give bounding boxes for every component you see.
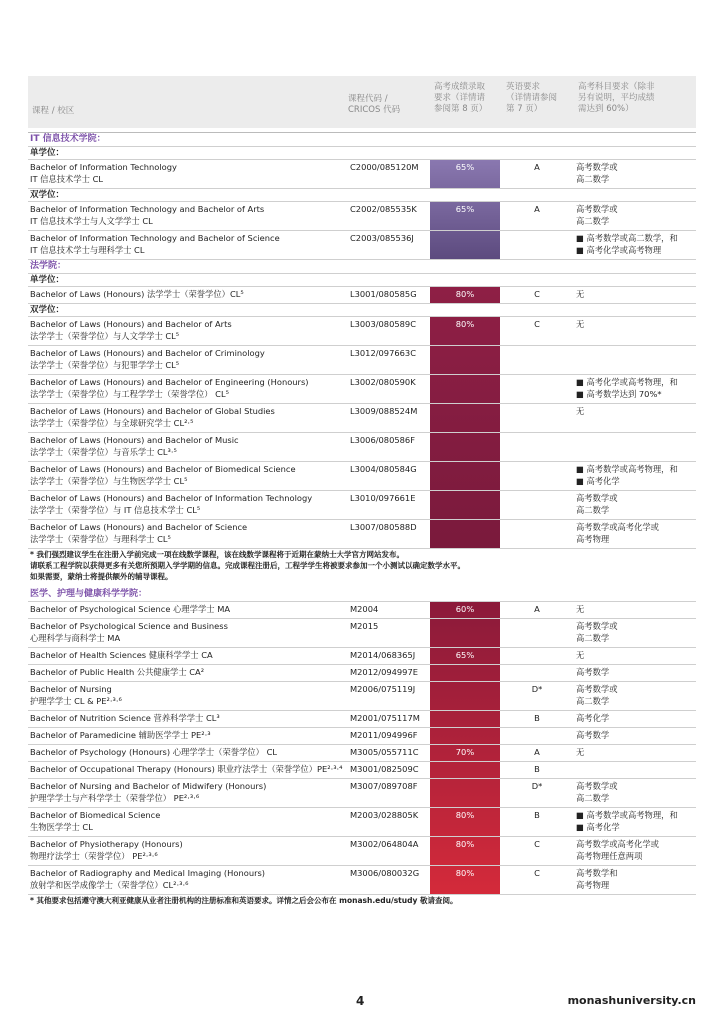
subject-requirement xyxy=(576,376,696,400)
score-cell xyxy=(430,711,500,727)
subject-requirement xyxy=(576,838,696,862)
course-name-line: Bachelor of Psychology (Honours) 心理学学士（荣誉学位） CL xyxy=(30,747,278,757)
subject-line: 高二数学 xyxy=(576,793,610,803)
subject-line: 高考物理 xyxy=(576,534,610,544)
header-subjects: 高考科目要求（除非 另有说明，平均成绩 需达到 60%） xyxy=(578,82,655,114)
cricos-code: M2015 xyxy=(350,621,379,631)
table-row xyxy=(28,779,696,808)
subject-requirement xyxy=(576,683,696,707)
header-score: 高考成绩录取 要求（详情请 参阅第 8 页） xyxy=(434,82,488,114)
subject-requirement xyxy=(576,463,696,487)
score-cell: 80% xyxy=(430,837,500,865)
table-row xyxy=(28,682,696,711)
course-name-line: Bachelor of Biomedical Science xyxy=(30,810,161,820)
course-name-line: Bachelor of Laws (Honours) and Bachelor of Biomedical Science xyxy=(30,464,296,474)
subject-line: ■ 高考化学 xyxy=(576,822,620,832)
course-name-line: Bachelor of Radiography and Medical Imaging (Honours) xyxy=(30,868,266,878)
course-name xyxy=(30,763,346,775)
faculty-heading: IT 信息技术学院： xyxy=(28,132,696,147)
course-name-line: Bachelor of Occupational Therapy (Honours) 职业疗法学士（荣誉学位）PE²·³·⁴ xyxy=(30,764,343,774)
page-number: 4 xyxy=(356,994,365,1008)
score-cell: 80% xyxy=(430,287,500,303)
subject-line: 高二数学 xyxy=(576,633,610,643)
subject-requirement xyxy=(576,712,696,724)
course-name-line: Bachelor of Laws (Honours) and Bachelor of Information Technology xyxy=(30,493,313,503)
score-cell xyxy=(430,665,500,681)
course-name xyxy=(30,649,346,661)
course-name-line: 法学学士（荣誉学位）与音乐学士 CL³·⁵ xyxy=(30,447,177,457)
cricos-code: M2003/028805K xyxy=(350,810,419,820)
score-cell xyxy=(430,682,500,710)
course-name xyxy=(30,434,346,458)
table-row xyxy=(28,404,696,433)
course-name-line: Bachelor of Laws (Honours) and Bachelor of Arts xyxy=(30,319,232,329)
course-name-line: Bachelor of Psychological Science 心理学学士 MA xyxy=(30,604,231,614)
subject-line: 高二数学 xyxy=(576,174,610,184)
course-name-line: 放射学和医学成像学士（荣誉学位）CL²·³·⁶ xyxy=(30,880,189,890)
course-name-line: 法学学士（荣誉学位）与犯罪学学士 CL⁵ xyxy=(30,360,180,370)
subject-requirement xyxy=(576,649,696,661)
subject-line: 高考数学 xyxy=(576,730,610,740)
table-row xyxy=(28,762,696,779)
course-name-line: Bachelor of Laws (Honours) 法学学士（荣誉学位）CL⁵ xyxy=(30,289,244,299)
table-row xyxy=(28,287,696,304)
course-table xyxy=(28,132,696,906)
header-english: 英语要求 （详情请参阅 第 7 页） xyxy=(506,82,558,114)
score-cell: 80% xyxy=(430,808,500,836)
table-row xyxy=(28,462,696,491)
subject-line: 高二数学 xyxy=(576,216,610,226)
table-row xyxy=(28,202,696,231)
course-name-line: Bachelor of Laws (Honours) and Bachelor of Engineering (Honours) xyxy=(30,377,309,387)
subject-line: 无 xyxy=(576,604,585,614)
cricos-code: M2006/075119J xyxy=(350,684,416,694)
subject-line: 高考数学或 xyxy=(576,204,618,214)
score-cell xyxy=(430,404,500,432)
footnote-line: * 其他要求包括遵守澳大利亚健康从业者注册机构的注册标准和英语要求。详情之后会公布在 monash.edu/study 敬请查阅。 xyxy=(30,896,458,905)
cricos-code: M2014/068365J xyxy=(350,650,416,660)
course-name xyxy=(30,867,346,891)
course-name xyxy=(30,463,346,487)
subject-line: 无 xyxy=(576,319,585,329)
cricos-code: L3006/080586F xyxy=(350,435,415,445)
subject-requirement xyxy=(576,746,696,758)
course-name-line: IT 信息技术学士与人文学学士 CL xyxy=(30,216,153,226)
faculty-heading: 医学、护理与健康科学学院： xyxy=(28,588,696,602)
cricos-code: L3002/080590K xyxy=(350,377,416,387)
score-cell xyxy=(430,779,500,807)
subject-line: 无 xyxy=(576,289,585,299)
table-row xyxy=(28,346,696,375)
course-name-line: Bachelor of Public Health 公共健康学士 CA² xyxy=(30,667,205,677)
course-name xyxy=(30,666,346,678)
subject-line: ■ 高考数学或高考物理，和 xyxy=(576,810,678,820)
table-header xyxy=(28,76,696,128)
subject-line: 高考物理任意两项 xyxy=(576,851,643,861)
subject-line: 高考物理 xyxy=(576,880,610,890)
table-row xyxy=(28,375,696,404)
score-cell: 65% xyxy=(430,202,500,230)
english-requirement: A xyxy=(534,204,540,214)
course-name-line: 生物医学学士 CL xyxy=(30,822,93,832)
subject-requirement xyxy=(576,232,696,256)
degree-type-heading: 双学位： xyxy=(28,304,696,317)
table-row xyxy=(28,602,696,619)
cricos-code: L3010/097661E xyxy=(350,493,416,503)
course-name xyxy=(30,232,346,256)
cricos-code: M3001/082509C xyxy=(350,764,419,774)
course-name xyxy=(30,683,346,707)
cricos-code: M2001/075117M xyxy=(350,713,420,723)
score-cell: 70% xyxy=(430,745,500,761)
table-row xyxy=(28,837,696,866)
cricos-code: L3012/097663C xyxy=(350,348,416,358)
table-row xyxy=(28,808,696,837)
subject-line: 高考化学 xyxy=(576,713,610,723)
subject-line: ■ 高考数学达到 70%* xyxy=(576,389,662,399)
score-cell xyxy=(430,619,500,647)
degree-type-heading: 单学位： xyxy=(28,147,696,160)
subject-requirement xyxy=(576,809,696,833)
course-name-line: Bachelor of Information Technology xyxy=(30,162,177,172)
header-code: 课程代码 / CRICOS 代码 xyxy=(348,94,401,115)
subject-line: 高考数学或高考化学或 xyxy=(576,522,659,532)
cricos-code: M2004 xyxy=(350,604,379,614)
table-row xyxy=(28,520,696,549)
course-name xyxy=(30,161,346,185)
subject-requirement xyxy=(576,521,696,545)
subject-line: 无 xyxy=(576,650,585,660)
cricos-code: M3005/055711C xyxy=(350,747,419,757)
course-name xyxy=(30,203,346,227)
course-name-line: 物理疗法学士（荣誉学位） PE²·³·⁶ xyxy=(30,851,158,861)
course-name-line: IT 信息技术学士 CL xyxy=(30,174,103,184)
score-cell: 65% xyxy=(430,160,500,188)
english-requirement: C xyxy=(534,839,540,849)
english-requirement: D* xyxy=(531,684,543,694)
subject-line: 无 xyxy=(576,747,585,757)
score-cell xyxy=(430,728,500,744)
score-cell: 60% xyxy=(430,602,500,618)
course-name xyxy=(30,405,346,429)
cricos-code: C2002/085535K xyxy=(350,204,417,214)
course-name-line: Bachelor of Laws (Honours) and Bachelor of Global Studies xyxy=(30,406,275,416)
course-name xyxy=(30,712,346,724)
subject-requirement xyxy=(576,666,696,678)
table-row xyxy=(28,665,696,682)
course-name-line: 心理科学与商科学士 MA xyxy=(30,633,121,643)
course-name-line: Bachelor of Nutrition Science 营养科学学士 CL³ xyxy=(30,713,220,723)
subject-requirement xyxy=(576,603,696,615)
course-name-line: 法学学士（荣誉学位）与人文学学士 CL⁵ xyxy=(30,331,180,341)
cricos-code: L3003/080589C xyxy=(350,319,416,329)
subject-line: ■ 高考数学或高二数学，和 xyxy=(576,233,678,243)
course-name-line: 法学学士（荣誉学位）与工程学学士（荣誉学位） CL⁵ xyxy=(30,389,229,399)
degree-type-heading: 双学位： xyxy=(28,189,696,202)
footnote-line: 请联系工程学院以获得更多有关您所预期入学学期的信息。完成课程注册后，工程学学生将被要求参加一个小测试以确定数学水平。 xyxy=(30,561,465,570)
course-name-line: Bachelor of Nursing and Bachelor of Midwifery (Honours) xyxy=(30,781,267,791)
english-requirement: C xyxy=(534,289,540,299)
footnote-line: * 我们强烈建议学生在注册入学前完成一项在线数学课程，该在线数学课程将于近期在蒙纳士大学官方网站发布。 xyxy=(30,550,405,559)
cricos-code: L3004/080584G xyxy=(350,464,417,474)
course-name xyxy=(30,780,346,804)
subject-requirement xyxy=(576,161,696,185)
subject-requirement xyxy=(576,729,696,741)
course-name-line: Bachelor of Psychological Science and Business xyxy=(30,621,228,631)
course-name xyxy=(30,376,346,400)
cricos-code: M3002/064804A xyxy=(350,839,419,849)
score-cell xyxy=(430,375,500,403)
course-name xyxy=(30,838,346,862)
table-row xyxy=(28,711,696,728)
subject-line: 高考数学或 xyxy=(576,684,618,694)
course-name-line: IT 信息技术学士与理科学士 CL xyxy=(30,245,145,255)
table-row xyxy=(28,491,696,520)
cricos-code: M2012/094997E xyxy=(350,667,418,677)
subject-line: ■ 高考化学 xyxy=(576,476,620,486)
faculty-heading: 法学院： xyxy=(28,260,696,274)
course-name-line: Bachelor of Laws (Honours) and Bachelor of Science xyxy=(30,522,248,532)
course-name xyxy=(30,288,346,300)
course-name-line: Bachelor of Laws (Honours) and Bachelor of Criminology xyxy=(30,348,265,358)
score-cell xyxy=(430,520,500,548)
subject-requirement xyxy=(576,203,696,227)
cricos-code: M3007/089708F xyxy=(350,781,418,791)
english-requirement: B xyxy=(534,764,540,774)
english-requirement: C xyxy=(534,868,540,878)
english-requirement: A xyxy=(534,604,540,614)
score-cell xyxy=(430,231,500,259)
score-cell xyxy=(430,346,500,374)
course-name-line: 法学学士（荣誉学位）与 IT 信息技术学士 CL⁵ xyxy=(30,505,201,515)
score-cell: 80% xyxy=(430,866,500,894)
english-requirement: B xyxy=(534,810,540,820)
table-row xyxy=(28,648,696,665)
english-requirement: C xyxy=(534,319,540,329)
course-name xyxy=(30,746,346,758)
cricos-code: L3007/080588D xyxy=(350,522,417,532)
subject-line: ■ 高考化学或高考物理，和 xyxy=(576,377,678,387)
course-name-line: 法学学士（荣誉学位）与生物医学学士 CL⁵ xyxy=(30,476,188,486)
score-cell: 80% xyxy=(430,317,500,345)
score-cell xyxy=(430,462,500,490)
course-name-line: Bachelor of Physiotherapy (Honours) xyxy=(30,839,183,849)
subject-requirement xyxy=(576,318,696,330)
subject-line: 高考数学和 xyxy=(576,868,618,878)
cricos-code: M2011/094996F xyxy=(350,730,418,740)
score-cell xyxy=(430,762,500,778)
subject-requirement xyxy=(576,780,696,804)
english-requirement: D* xyxy=(531,781,543,791)
footnote xyxy=(28,549,696,582)
subject-requirement xyxy=(576,867,696,891)
degree-type-heading: 单学位： xyxy=(28,274,696,287)
cricos-code: M3006/080032G xyxy=(350,868,420,878)
course-name-line: Bachelor of Laws (Honours) and Bachelor of Music xyxy=(30,435,239,445)
subject-line: 高考数学 xyxy=(576,667,610,677)
course-name-line: Bachelor of Information Technology and Bachelor of Arts xyxy=(30,204,265,214)
course-name xyxy=(30,729,346,741)
subject-requirement xyxy=(576,492,696,516)
score-cell: 65% xyxy=(430,648,500,664)
course-name-line: 护理学学士 CL & PE²·³·⁶ xyxy=(30,696,122,706)
subject-requirement xyxy=(576,288,696,300)
footer-url: monashuniversity.cn xyxy=(567,994,696,1007)
course-name xyxy=(30,620,346,644)
course-name-line: Bachelor of Nursing xyxy=(30,684,112,694)
table-row xyxy=(28,160,696,189)
cricos-code: C2000/085120M xyxy=(350,162,419,172)
course-name-line: Bachelor of Health Sciences 健康科学学士 CA xyxy=(30,650,213,660)
subject-line: ■ 高考数学或高考物理，和 xyxy=(576,464,678,474)
table-row xyxy=(28,866,696,895)
english-requirement: B xyxy=(534,713,540,723)
table-row xyxy=(28,745,696,762)
table-row xyxy=(28,619,696,648)
footnote-line: 如果需要，蒙纳士将提供额外的辅导课程。 xyxy=(30,572,173,581)
table-row xyxy=(28,433,696,462)
subject-requirement xyxy=(576,620,696,644)
course-name-line: 法学学士（荣誉学位）与全球研究学士 CL²·⁵ xyxy=(30,418,194,428)
score-cell xyxy=(430,433,500,461)
subject-line: 高考数学或 xyxy=(576,493,618,503)
cricos-code: L3009/088524M xyxy=(350,406,418,416)
english-requirement: A xyxy=(534,747,540,757)
course-name xyxy=(30,318,346,342)
english-requirement: A xyxy=(534,162,540,172)
table-row xyxy=(28,317,696,346)
header-course: 课程 / 校区 xyxy=(32,106,75,116)
course-name-line: 护理学学士与产科学学士（荣誉学位） PE²·³·⁶ xyxy=(30,793,200,803)
cricos-code: L3001/080585G xyxy=(350,289,417,299)
course-name xyxy=(30,809,346,833)
course-name xyxy=(30,521,346,545)
cricos-code: C2003/085536J xyxy=(350,233,414,243)
course-name-line: 法学学士（荣誉学位）与理科学士 CL⁵ xyxy=(30,534,171,544)
table-row xyxy=(28,728,696,745)
subject-line: 高考数学或 xyxy=(576,162,618,172)
course-name xyxy=(30,347,346,371)
subject-line: 高考数学或 xyxy=(576,781,618,791)
table-row xyxy=(28,231,696,260)
subject-line: 高考数学或 xyxy=(576,621,618,631)
score-cell xyxy=(430,491,500,519)
subject-line: ■ 高考化学或高考物理 xyxy=(576,245,662,255)
subject-requirement xyxy=(576,405,696,417)
course-name xyxy=(30,492,346,516)
course-name-line: Bachelor of Paramedicine 辅助医学学士 PE²·³ xyxy=(30,730,211,740)
subject-line: 高二数学 xyxy=(576,505,610,515)
course-name-line: Bachelor of Information Technology and Bachelor of Science xyxy=(30,233,280,243)
course-name xyxy=(30,603,346,615)
subject-line: 高考数学或高考化学或 xyxy=(576,839,659,849)
subject-line: 无 xyxy=(576,406,585,416)
subject-line: 高二数学 xyxy=(576,696,610,706)
footnote xyxy=(28,895,696,906)
